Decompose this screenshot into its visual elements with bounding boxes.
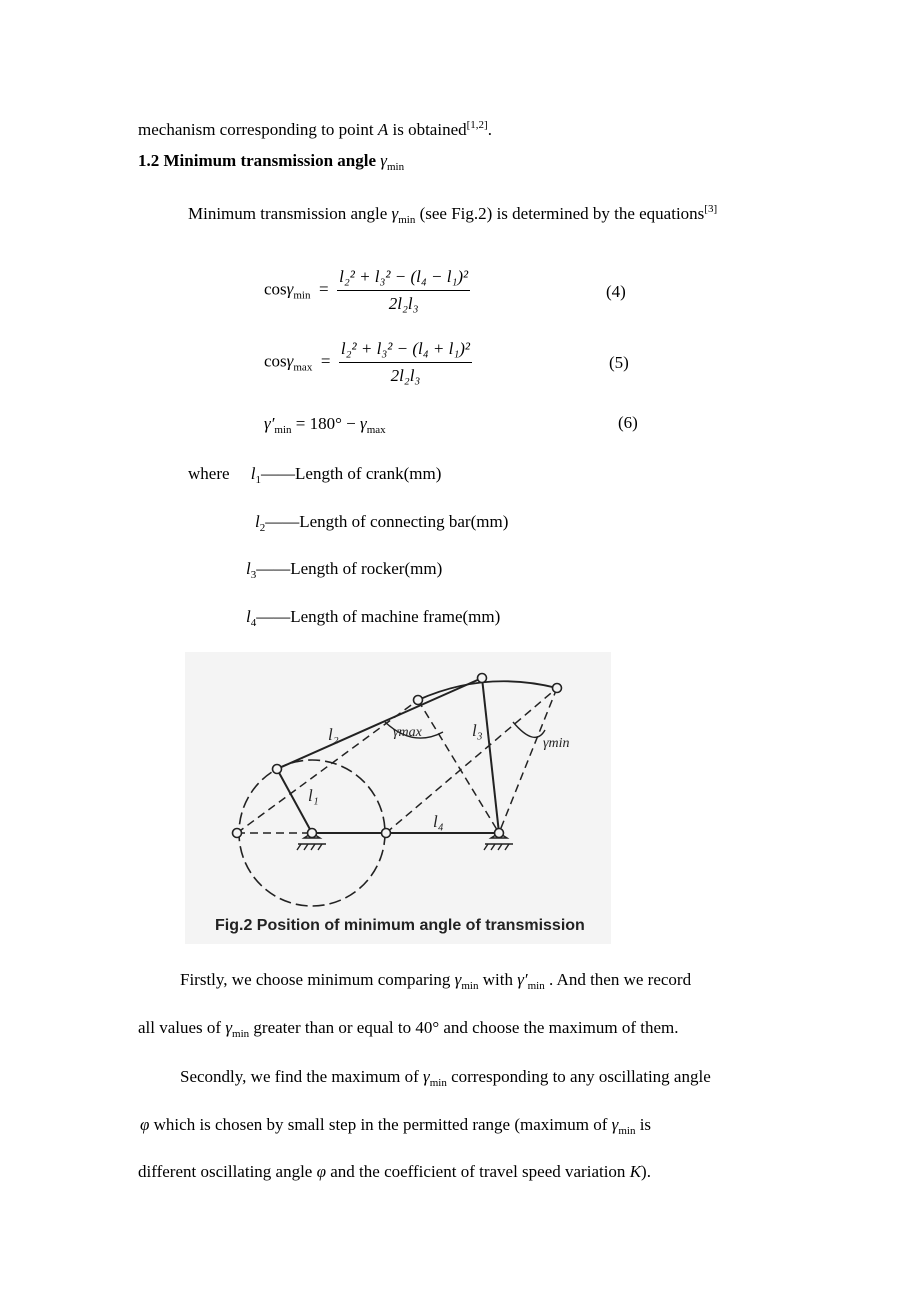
joint-o2 bbox=[495, 829, 504, 838]
joint-c bbox=[553, 684, 562, 693]
point-symbol: A bbox=[377, 120, 389, 139]
where-item-3: $l_3——Length$ of rocker(mm) bbox=[246, 559, 443, 581]
equation-number: (6) bbox=[618, 413, 638, 432]
equation-number: (4) bbox=[606, 282, 626, 301]
where-item-2: $l_2——Length$ of connecting bar(mm) bbox=[255, 512, 509, 534]
connecting-bar bbox=[277, 678, 482, 769]
figure-2 bbox=[185, 652, 611, 944]
label-l1: l₁ bbox=[308, 786, 319, 805]
fraction: $\frac{\text{l₂² + l₃² − (l₄ − l₁)²}}{\text{2l₂l₃}}$ bbox=[339, 267, 469, 313]
citation: [3] bbox=[704, 203, 718, 215]
equation-5: cosγ$_{max}$ = $\frac{\text{l₂² + l₃² − (l₄ + l₁)²}}{\text{2l₂l₃}}$ bbox=[264, 339, 470, 385]
paragraph-2-line-1: Firstly, we choose minimum comparing $\gamma_{min}$ with $\gamma'_{min}$ . And then we record bbox=[180, 970, 692, 992]
paragraph-2-line-2: all values of $\gamma_{min}$ greater than or equal to 40° and choose the maximum of them. bbox=[138, 1018, 679, 1040]
fraction: $\frac{\text{l₂² + l₃² − (l₄ + l₁)²}}{\text{2l₂l₃}}$ bbox=[340, 339, 470, 385]
where-item-4: $l_4——Length$ of machine frame(mm) bbox=[246, 607, 501, 629]
paragraph-3-line-1: Secondly, we find the maximum of $\gamma_{min}$ corresponding to any oscillating angle bbox=[180, 1067, 711, 1089]
joint-a-left bbox=[233, 829, 242, 838]
joint-o1 bbox=[308, 829, 317, 838]
rocker-link bbox=[482, 678, 499, 833]
paragraph-3-line-3: different oscillating angle φ and the coefficient of travel speed variation K). bbox=[138, 1162, 651, 1181]
label-gamma-max: γmax bbox=[393, 725, 422, 740]
equation-number: (5) bbox=[609, 353, 629, 372]
label-l4: l₄ bbox=[433, 812, 444, 831]
label-gamma-min: γmin bbox=[543, 736, 570, 751]
linkage-diagram bbox=[185, 652, 611, 944]
figure-caption: Fig.2 Position of minimum angle of transmission bbox=[215, 917, 585, 934]
joint-a bbox=[273, 765, 282, 774]
paragraph-3-line-2: φ which is chosen by small step in the permitted range (maximum of $\gamma_{min}$ is bbox=[140, 1115, 652, 1137]
section-heading: 1.2 Minimum transmission angle $\gamma_{min}$ bbox=[138, 151, 405, 173]
gamma-symbol: γ bbox=[380, 151, 387, 170]
equation-6: $\gamma'_{min} = 180^\circ - \gamma_{max}$ bbox=[264, 414, 386, 436]
joint-a-right bbox=[382, 829, 391, 838]
joint-b-alt bbox=[414, 696, 423, 705]
intro-line: mechanism corresponding to point A is obtained[1,2]. bbox=[138, 119, 492, 139]
equation-4: cosγ$_{min}$ = $\frac{\text{l₂² + l₃² − (l₄ − l₁)²}}{\text{2l₂l₃}}$ bbox=[264, 267, 469, 313]
citation: [1,2] bbox=[466, 119, 488, 131]
label-l3: l₃ bbox=[472, 721, 483, 740]
where-item-1: where $l_1——Length$ of crank(mm) bbox=[188, 464, 442, 486]
label-l2: l₂ bbox=[328, 725, 339, 744]
crank-link bbox=[277, 769, 312, 833]
paragraph-1: Minimum transmission angle $\gamma_{min}$ (see Fig.2) is determined by the equations[3] bbox=[188, 203, 718, 226]
joint-b bbox=[478, 674, 487, 683]
